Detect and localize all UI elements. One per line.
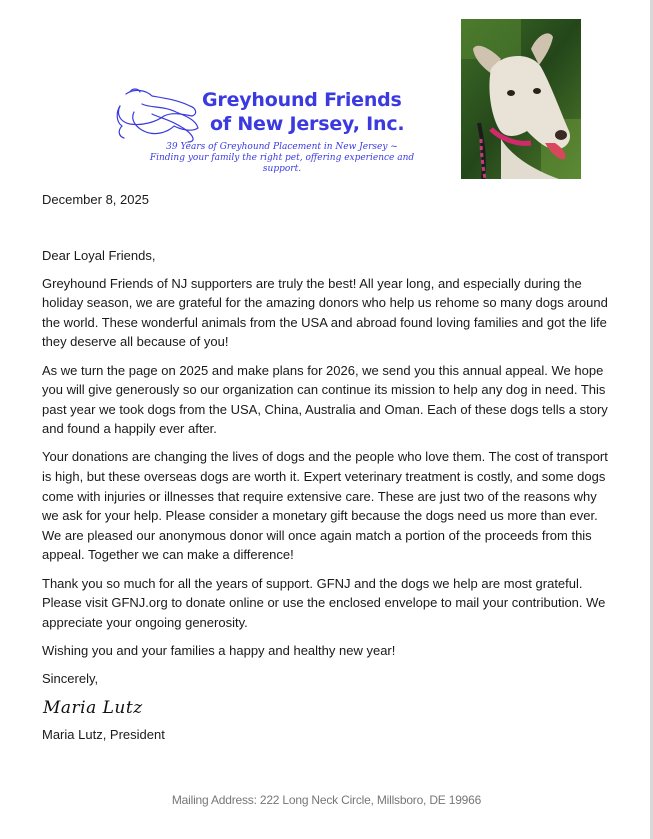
letter-paragraph: As we turn the page on 2025 and make plans for 2026, we send you this annual appeal. We hope you will give generously so our organization can continue its mission to help any dog in need. This past year we took dogs from the USA, China, Australia and Oman. Each of these dogs tells a story and found a happily ever after. bbox=[42, 362, 608, 437]
letter-paragraph: Wishing you and your families a happy and healthy new year! bbox=[42, 642, 396, 658]
letter-date: December 8, 2025 bbox=[42, 192, 149, 207]
tagline-line2: Finding your family the right pet, offering experience and support. bbox=[149, 153, 415, 174]
signer-name-title: Maria Lutz, President bbox=[42, 726, 165, 742]
organization-name bbox=[202, 88, 404, 136]
letter-greeting: Dear Loyal Friends, bbox=[42, 247, 156, 263]
letter-closing: Sincerely, bbox=[42, 670, 99, 686]
handwritten-signature: Maria Lutz bbox=[43, 697, 143, 718]
organization-tagline bbox=[132, 142, 432, 175]
letter-body bbox=[42, 190, 614, 753]
greyhound-dog-photo-icon bbox=[461, 19, 581, 179]
letter-paragraph: Thank you so much for all the years of support. GFNJ and the dogs we help are most grateful. Please visit GFNJ.org to donate online or use the enclosed envelope to mail your contribution. We appreciate your ongoing generosity. bbox=[42, 575, 606, 630]
organization-name-line2: of New Jersey, Inc. bbox=[210, 113, 405, 135]
organization-name-line1: Greyhound Friends bbox=[202, 89, 402, 111]
organization-logo bbox=[112, 86, 442, 174]
letter-paragraph: Greyhound Friends of NJ supporters are truly the best! All year long, and especially during the holiday season, we are grateful for the amazing donors who help us rehome so many dogs around the world. These wonderful animals from the USA and abroad found loving families and got the life they deserve all because of you! bbox=[42, 275, 608, 350]
greyhound-photo bbox=[461, 19, 581, 179]
letter-paragraph: Your donations are changing the lives of dogs and the people who love them. The cost of transport is high, but these overseas dogs are worth it. Expert veterinary treatment is costly, and some dogs come with injuries or illnesses that require extensive care. These are just two of the reasons why we ask for your help. Please consider a monetary gift because the dogs need us more than ever. We are pleased our anonymous donor will once again match a portion of the proceeds from this appeal. Together we can make a difference! bbox=[42, 449, 608, 563]
greyhound-outline-icon bbox=[112, 86, 212, 146]
tagline-line1: 39 Years of Greyhound Placement in New Jersey ~ bbox=[166, 142, 398, 152]
mailing-address-footer: Mailing Address: 222 Long Neck Circle, Millsboro, DE 19966 bbox=[171, 793, 482, 807]
